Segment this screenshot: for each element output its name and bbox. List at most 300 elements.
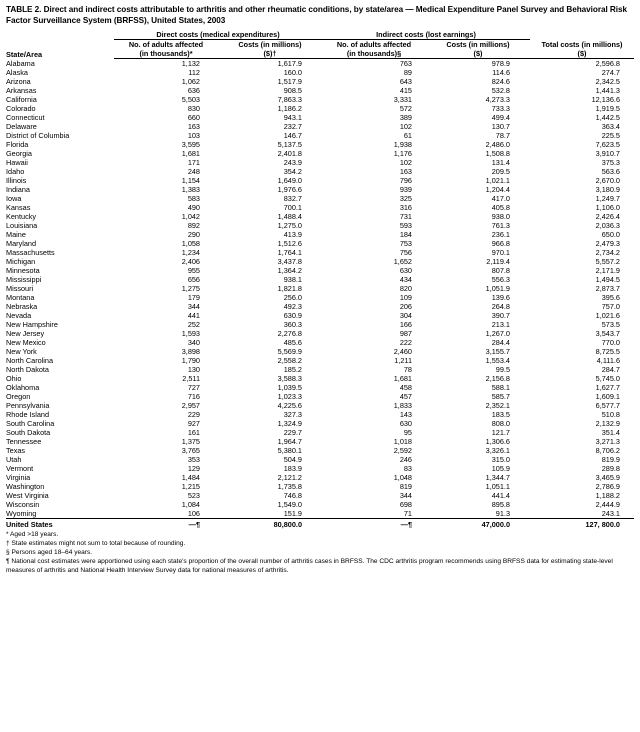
cell-indirect-costs: 139.6 (491, 293, 510, 303)
cell-direct-adults: 290 (187, 230, 200, 240)
cell-direct-adults: 1,215 (181, 482, 200, 492)
cell-total-costs: 563.6 (601, 167, 620, 177)
table-row (6, 104, 634, 113)
cell-direct-costs: 630.9 (283, 311, 302, 321)
table-row (6, 365, 634, 374)
cell-indirect-costs: 315.0 (491, 455, 510, 465)
cell-direct-adults: 1,383 (181, 185, 200, 195)
cell-indirect-costs: 1,267.0 (485, 329, 510, 339)
cell-indirect-adults: 143 (399, 410, 412, 420)
cell-indirect-costs: 2,156.8 (485, 374, 510, 384)
cell-direct-adults: 129 (187, 464, 200, 474)
cell-direct-costs: 1,039.5 (277, 383, 302, 393)
cell-total-costs: 2,670.0 (595, 176, 620, 186)
cell-direct-costs: 327.3 (283, 410, 302, 420)
cell-total-costs: 12,136.6 (591, 95, 620, 105)
cell-state-name: Rhode Island (6, 410, 50, 420)
cell-indirect-costs: 264.8 (491, 302, 510, 312)
cell-state-name: Idaho (6, 167, 25, 177)
column-header-state: State/Area (6, 49, 43, 59)
cell-direct-costs: 1,186.2 (277, 104, 302, 114)
table-row (6, 68, 634, 77)
table-body (6, 59, 634, 530)
cell-state-name: Colorado (6, 104, 36, 114)
cell-direct-costs: 485.6 (283, 338, 302, 348)
cell-indirect-costs: 3,155.7 (485, 347, 510, 357)
cell-indirect-costs: 114.6 (492, 68, 510, 78)
cell-indirect-adults: 820 (399, 284, 412, 294)
table-row (6, 374, 634, 383)
cell-state-name: California (6, 95, 37, 105)
cell-state-name: New York (6, 347, 37, 357)
cell-state-name: Massachusetts (6, 248, 55, 258)
table-row (6, 347, 634, 356)
cell-direct-adults: 1,681 (181, 149, 200, 159)
cell-direct-adults: 1,790 (181, 356, 200, 366)
column-header-direct-costs-line2: ($)† (218, 49, 322, 59)
cell-state-name: Indiana (6, 185, 30, 195)
cell-indirect-adults: 630 (399, 419, 412, 429)
cell-state-name: Kansas (6, 203, 31, 213)
footnotes (6, 531, 634, 576)
cell-indirect-adults: 316 (399, 203, 412, 213)
table-row (6, 383, 634, 392)
cell-state-name: North Dakota (6, 365, 49, 375)
cell-total-costs: 1,106.0 (595, 203, 620, 213)
cell-total-costs: 375.3 (601, 158, 620, 168)
cell-direct-adults: 955 (187, 266, 200, 276)
cell-indirect-adults: 731 (399, 212, 412, 222)
cell-direct-costs: 492.3 (283, 302, 302, 312)
table-row (6, 77, 634, 86)
cell-indirect-adults: 246 (399, 455, 412, 465)
cell-total-costs: 573.5 (601, 320, 620, 330)
cell-direct-costs: 2,121.2 (277, 473, 302, 483)
table-row (6, 302, 634, 311)
cell-direct-costs: 1,512.6 (277, 239, 302, 249)
cell-total-costs: 8,725.5 (595, 347, 620, 357)
cell-direct-costs: 3,588.3 (277, 374, 302, 384)
table-row (6, 329, 634, 338)
cell-indirect-adults: 1,938 (393, 140, 412, 150)
cell-direct-costs: 229.7 (283, 428, 302, 438)
cell-state-name: North Carolina (6, 356, 54, 366)
column-header-direct-costs-line1: Costs (in millions) (238, 40, 302, 49)
cell-indirect-costs: 556.3 (491, 275, 510, 285)
cell-indirect-costs: 970.1 (491, 248, 510, 258)
cell-indirect-costs: 824.6 (491, 77, 510, 87)
cell-state-name: Oklahoma (6, 383, 40, 393)
cell-direct-costs: 5,569.9 (277, 347, 302, 357)
cell-direct-costs: 1,488.4 (277, 212, 302, 222)
cell-direct-costs: 160.0 (283, 68, 302, 78)
cell-direct-adults: 1,062 (181, 77, 200, 87)
cell-direct-adults: 5,503 (181, 95, 200, 105)
cell-direct-adults: 727 (187, 383, 200, 393)
cell-direct-adults: 656 (187, 275, 200, 285)
cell-direct-adults: 1,234 (181, 248, 200, 258)
cell-indirect-adults: 222 (399, 338, 412, 348)
cell-total-costs: 363.4 (601, 122, 620, 132)
cell-direct-costs: 1,764.1 (277, 248, 302, 258)
cell-total-costs: 650.0 (601, 230, 620, 240)
cell-total-costs: 2,734.2 (595, 248, 620, 258)
table-row (6, 284, 634, 293)
table-row (6, 248, 634, 257)
cell-state-name: Virginia (6, 473, 31, 483)
group-header-indirect: Indirect costs (lost earnings) (322, 30, 530, 40)
cell-state-name: Minnesota (6, 266, 40, 276)
cell-direct-adults: 112 (188, 68, 200, 78)
cell-state-name: Alabama (6, 59, 35, 69)
cell-total-costs: 2,036.3 (595, 221, 620, 231)
cell-indirect-costs: 807.8 (491, 266, 510, 276)
cell-direct-adults: 1,042 (181, 212, 200, 222)
cell-indirect-adults: 987 (399, 329, 412, 339)
cell-state-name: Delaware (6, 122, 37, 132)
cell-total-costs: 3,271.3 (595, 437, 620, 447)
table-row (6, 500, 634, 509)
table-row (6, 194, 634, 203)
cell-state-name: New Hampshire (6, 320, 58, 330)
cell-indirect-adults: 572 (399, 104, 412, 114)
cell-indirect-costs: 441.4 (491, 491, 510, 501)
cell-direct-adults: 1,275 (181, 284, 200, 294)
cell-total-costs: 3,543.7 (595, 329, 620, 339)
cell-state-name: Oregon (6, 392, 31, 402)
cell-direct-costs: 5,137.5 (277, 140, 302, 150)
cell-indirect-costs: 4,273.3 (485, 95, 510, 105)
cell-indirect-costs: 585.7 (491, 392, 510, 402)
column-header-indirect-costs-line2: ($) (426, 49, 530, 59)
cell-direct-adults: 1,593 (181, 329, 200, 339)
cell-total-costs: 1,249.7 (595, 194, 620, 204)
cell-direct-costs: 1,275.0 (277, 221, 302, 231)
table-row (6, 473, 634, 482)
table-row (6, 86, 634, 95)
cell-indirect-adults: 304 (399, 311, 412, 321)
cell-direct-adults: 3,765 (181, 446, 200, 456)
cell-total-costs: 5,745.0 (595, 374, 620, 384)
cell-direct-adults: 3,898 (181, 347, 200, 357)
table-row (6, 95, 634, 104)
cell-total-costs: 3,180.9 (595, 185, 620, 195)
table-row (6, 482, 634, 491)
cell-direct-adults: 490 (187, 203, 200, 213)
cell-indirect-adults: 1,176 (393, 149, 412, 159)
cell-indirect-adults: 1,652 (393, 257, 412, 267)
column-header-direct-adults-line2: (in thousands)* (114, 49, 218, 59)
table-row (6, 356, 634, 365)
cell-total-costs: 8,706.2 (595, 446, 620, 456)
cell-indirect-adults: 163 (399, 167, 412, 177)
table-row (6, 140, 634, 149)
cell-direct-costs: 938.1 (283, 275, 302, 285)
cell-total-costs: 7,623.5 (595, 140, 620, 150)
cell-direct-costs: 183.9 (283, 464, 302, 474)
cell-total-costs: 2,873.7 (595, 284, 620, 294)
cell-direct-costs: 700.1 (283, 203, 302, 213)
cell-state-name: Texas (6, 446, 26, 456)
cell-direct-costs: 2,401.8 (277, 149, 302, 159)
table-title: TABLE 2. Direct and indirect costs attributable to arthritis and other rheumatic conditions, by state/area — Medical Expenditure Panel Survey and Behavioral Risk Factor Surveillance System (BRFSS), United States, 2003 (6, 5, 628, 25)
table-row (6, 446, 634, 455)
cell-indirect-adults: 698 (399, 500, 412, 510)
column-header-row-1 (6, 40, 634, 50)
cell-indirect-adults: 1,211 (394, 356, 412, 366)
cell-state-name: Washington (6, 482, 45, 492)
cell-total-costs: 274.7 (601, 68, 620, 78)
cell-indirect-adults: 819 (399, 482, 412, 492)
cell-direct-costs: 7,863.3 (277, 95, 302, 105)
table-row (6, 428, 634, 437)
cell-state-name: Montana (6, 293, 35, 303)
cell-direct-costs: 943.1 (283, 113, 302, 123)
cell-state-name: Arkansas (6, 86, 37, 96)
group-header-direct: Direct costs (medical expenditures) (114, 30, 322, 40)
column-header-indirect-adults-line2: (in thousands)§ (322, 49, 426, 59)
total-cell-total-costs: 127, 800.0 (530, 519, 634, 530)
column-header-direct-adults-line1: No. of adults affected (128, 40, 204, 49)
cell-total-costs: 284.7 (601, 365, 620, 375)
cell-indirect-costs: 1,553.4 (485, 356, 510, 366)
cell-total-costs: 2,132.9 (595, 419, 620, 429)
cell-indirect-adults: 434 (399, 275, 412, 285)
cell-indirect-adults: 630 (399, 266, 412, 276)
total-cell-indirect-costs: 47,000.0 (426, 519, 530, 530)
cell-indirect-costs: 3,326.1 (485, 446, 510, 456)
cell-total-costs: 2,342.5 (595, 77, 620, 87)
cell-state-name: Connecticut (6, 113, 45, 123)
cell-direct-adults: 1,484 (181, 473, 200, 483)
cell-indirect-costs: 99.5 (495, 365, 510, 375)
cell-total-costs: 2,786.9 (595, 482, 620, 492)
cell-state-name: Louisiana (6, 221, 38, 231)
cell-indirect-costs: 1,051.9 (485, 284, 510, 294)
cell-indirect-adults: 389 (399, 113, 412, 123)
cell-indirect-costs: 2,352.1 (485, 401, 510, 411)
cell-direct-adults: 106 (187, 509, 200, 519)
cell-direct-adults: 171 (187, 158, 200, 168)
table-row (6, 230, 634, 239)
cell-state-name: Hawaii (6, 158, 28, 168)
cell-indirect-costs: 390.7 (491, 311, 510, 321)
cell-direct-costs: 2,276.8 (277, 329, 302, 339)
table-row (6, 410, 634, 419)
cell-indirect-costs: 1,306.6 (485, 437, 510, 447)
table-row (6, 131, 634, 140)
cell-indirect-costs: 2,119.4 (486, 257, 510, 267)
footnote: § Persons aged 18–64 years. (6, 549, 93, 557)
cell-indirect-adults: 3,331 (393, 95, 412, 105)
cell-state-name: West Virginia (6, 491, 49, 501)
cell-indirect-costs: 417.0 (491, 194, 510, 204)
cell-direct-adults: 2,406 (181, 257, 200, 267)
cell-indirect-adults: 166 (399, 320, 412, 330)
cell-indirect-adults: 796 (399, 176, 412, 186)
cell-indirect-costs: 978.9 (491, 59, 510, 69)
cell-total-costs: 1,442.5 (595, 113, 620, 123)
cell-indirect-costs: 733.3 (491, 104, 510, 114)
total-cell-state-name: United States (6, 519, 114, 530)
cell-state-name: Wyoming (6, 509, 37, 519)
cell-direct-costs: 504.9 (283, 455, 302, 465)
cell-indirect-costs: 895.8 (491, 500, 510, 510)
table-row (6, 455, 634, 464)
cell-indirect-adults: 102 (399, 158, 412, 168)
cell-indirect-adults: 1,681 (393, 374, 412, 384)
cell-indirect-adults: 763 (399, 59, 412, 69)
cell-indirect-costs: 966.8 (491, 239, 510, 249)
cell-indirect-costs: 121.7 (491, 428, 510, 438)
cell-indirect-costs: 213.1 (491, 320, 510, 330)
cell-total-costs: 1,188.2 (595, 491, 620, 501)
cell-state-name: District of Columbia (6, 131, 70, 141)
cell-total-costs: 1,494.5 (595, 275, 620, 285)
cell-state-name: Missouri (6, 284, 34, 294)
cell-direct-adults: 927 (187, 419, 200, 429)
cell-state-name: Nevada (6, 311, 32, 321)
cell-total-costs: 1,609.1 (595, 392, 620, 402)
cell-indirect-adults: 593 (399, 221, 412, 231)
cell-total-costs: 243.1 (601, 509, 620, 519)
cell-state-name: Ohio (6, 374, 22, 384)
cell-direct-costs: 1,023.3 (277, 392, 302, 402)
cell-indirect-costs: 405.8 (491, 203, 510, 213)
cell-direct-costs: 1,821.8 (277, 284, 302, 294)
table-row (6, 113, 634, 122)
cell-state-name: Utah (6, 455, 22, 465)
cell-indirect-adults: 61 (403, 131, 412, 141)
cell-indirect-adults: 325 (399, 194, 412, 204)
cell-indirect-adults: 83 (403, 464, 412, 474)
cell-state-name: Pennsylvania (6, 401, 50, 411)
table-row (6, 185, 634, 194)
cell-direct-costs: 1,649.0 (277, 176, 302, 186)
cell-indirect-costs: 2,486.0 (485, 140, 510, 150)
cell-direct-costs: 1,324.9 (277, 419, 302, 429)
cell-total-costs: 757.0 (601, 302, 620, 312)
table-row (6, 176, 634, 185)
cell-total-costs: 819.9 (601, 455, 620, 465)
footnote: * Aged >18 years. (6, 531, 59, 539)
cell-state-name: Wisconsin (6, 500, 40, 510)
cell-total-costs: 770.0 (601, 338, 620, 348)
cell-state-name: Michigan (6, 257, 36, 267)
cell-direct-adults: 163 (187, 122, 200, 132)
cell-state-name: Tennessee (6, 437, 42, 447)
cell-direct-adults: 229 (187, 410, 200, 420)
cell-indirect-adults: 1,018 (393, 437, 412, 447)
cell-indirect-costs: 808.0 (491, 419, 510, 429)
table-row (6, 203, 634, 212)
cell-direct-costs: 243.9 (283, 158, 302, 168)
cell-indirect-adults: 458 (399, 383, 412, 393)
cell-state-name: Vermont (6, 464, 34, 474)
cell-direct-costs: 146.7 (283, 131, 302, 141)
cell-state-name: Florida (6, 140, 29, 150)
cell-direct-adults: 1,058 (181, 239, 200, 249)
cell-direct-adults: 892 (187, 221, 200, 231)
cell-direct-costs: 1,364.2 (277, 266, 302, 276)
cell-direct-adults: 340 (187, 338, 200, 348)
cell-direct-costs: 185.2 (283, 365, 302, 375)
cell-indirect-costs: 1,204.4 (485, 185, 510, 195)
cell-direct-adults: 2,511 (182, 374, 200, 384)
cost-table (6, 30, 634, 529)
cell-direct-costs: 1,617.9 (277, 59, 302, 69)
cell-state-name: Nebraska (6, 302, 38, 312)
table-row (6, 464, 634, 473)
cell-indirect-costs: 131.4 (491, 158, 510, 168)
cell-indirect-adults: 756 (399, 248, 412, 258)
cell-direct-adults: 2,957 (181, 401, 200, 411)
cell-total-costs: 225.5 (601, 131, 620, 141)
cell-state-name: Arizona (6, 77, 31, 87)
cell-state-name: New Jersey (6, 329, 45, 339)
cell-indirect-costs: 284.4 (491, 338, 510, 348)
table-row (6, 419, 634, 428)
cell-direct-costs: 232.7 (283, 122, 302, 132)
cell-direct-costs: 2,558.2 (277, 356, 302, 366)
cell-total-costs: 1,919.5 (595, 104, 620, 114)
cell-direct-costs: 1,549.0 (277, 500, 302, 510)
table-row (6, 158, 634, 167)
cell-indirect-adults: 206 (399, 302, 412, 312)
total-cell-direct-costs: 80,800.0 (218, 519, 322, 530)
group-header-row (6, 30, 634, 40)
cell-state-name: Illinois (6, 176, 27, 186)
cell-indirect-adults: 939 (399, 185, 412, 195)
cell-indirect-costs: 761.3 (491, 221, 510, 231)
table-row (6, 149, 634, 158)
cell-indirect-adults: 89 (403, 68, 412, 78)
cell-direct-costs: 256.0 (283, 293, 302, 303)
table-row (6, 221, 634, 230)
cell-total-costs: 4,111.6 (596, 356, 620, 366)
footnote: ¶ National cost estimates were apportioned using each state's proportion of the overall number of arthritis cases in BRFSS. The CDC arthritis program recommends using BRFSS data for estimating state-level measures of arthritis and National Health Interview Survey data for national measures of arthritis. (6, 558, 613, 574)
cell-direct-adults: 660 (187, 113, 200, 123)
footnote: † State estimates might not sum to total because of rounding. (6, 540, 186, 548)
cell-indirect-adults: 184 (399, 230, 412, 240)
cell-total-costs: 3,910.7 (595, 149, 620, 159)
cell-direct-costs: 746.8 (283, 491, 302, 501)
table-row (6, 122, 634, 131)
table-total-row (6, 519, 634, 530)
cell-total-costs: 2,171.9 (595, 266, 620, 276)
cell-total-costs: 1,021.6 (595, 311, 620, 321)
cell-indirect-costs: 499.4 (491, 113, 510, 123)
cell-indirect-adults: 95 (403, 428, 412, 438)
cell-state-name: Maryland (6, 239, 37, 249)
total-cell-indirect-adults: —¶ (322, 519, 426, 530)
cell-total-costs: 2,479.3 (595, 239, 620, 249)
cell-indirect-adults: 1,833 (393, 401, 412, 411)
cell-total-costs: 2,596.8 (595, 59, 620, 69)
cell-direct-costs: 1,964.7 (277, 437, 302, 447)
cell-total-costs: 2,444.9 (595, 500, 620, 510)
cell-state-name: Mississippi (6, 275, 42, 285)
cell-direct-costs: 4,225.6 (277, 401, 302, 411)
cell-indirect-costs: 209.5 (491, 167, 510, 177)
table-row (6, 239, 634, 248)
cell-indirect-costs: 1,021.1 (485, 176, 510, 186)
cell-direct-adults: 3,595 (181, 140, 200, 150)
column-header-indirect-adults-line1: No. of adults affected (336, 40, 412, 49)
cell-total-costs: 289.8 (601, 464, 620, 474)
table-row (6, 491, 634, 500)
cell-state-name: South Carolina (6, 419, 55, 429)
